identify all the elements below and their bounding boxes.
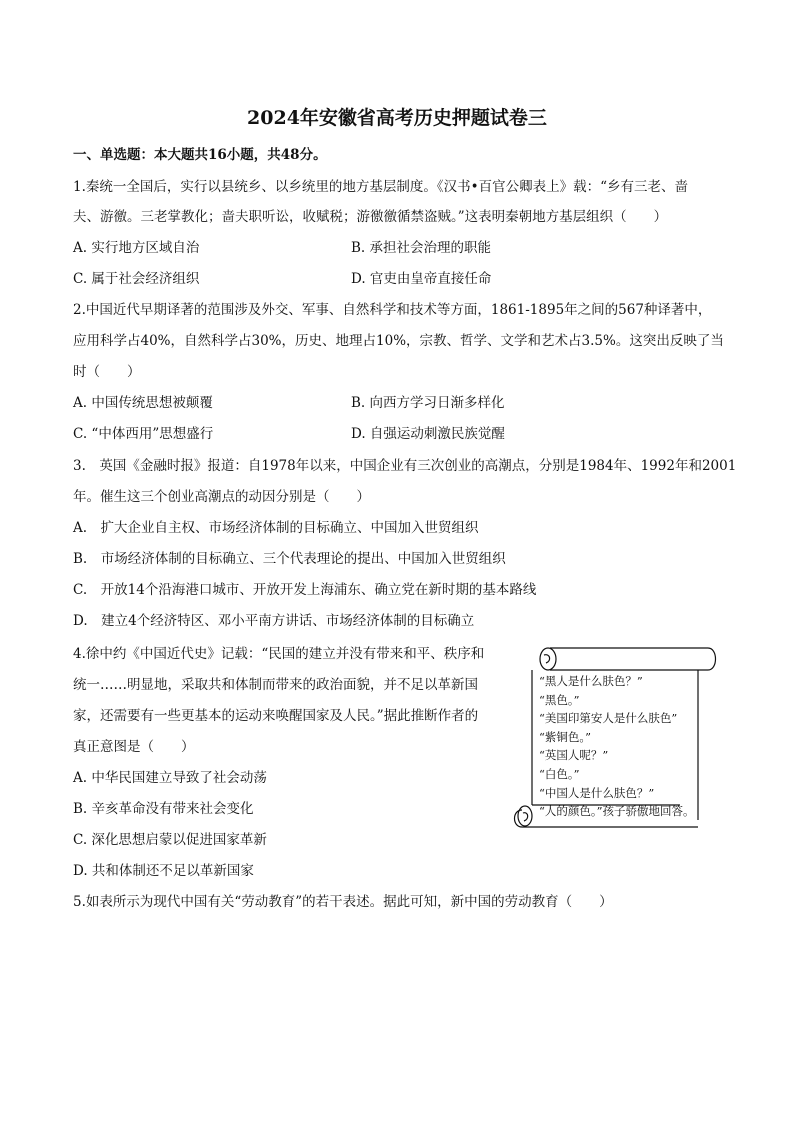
dialogue-line: “美国印第安人是什么肤色”	[539, 711, 678, 726]
question-text-line: 家，还需要有一些更基本的运动来唤醒国家及人民。”据此推断作者的	[73, 708, 479, 724]
question-text-line: 4.徐中约《中国近代史》记载：“民国的建立并没有带来和平、秩序和	[73, 646, 485, 662]
option-c: C. 开放14个沿海港口城市、开放开发上海浦东、确立党在新时期的基本路线	[73, 582, 537, 598]
dialogue-line: “人的颜色。”孩子骄傲地回答。	[539, 804, 695, 819]
dialogue-line: “紫铜色。”	[539, 729, 592, 744]
question-text-line: 2.中国近代早期译著的范围涉及外交、军事、自然科学和技术等方面，1861-1895年之间的567种译著中，	[73, 302, 712, 318]
question-text-line: 时（ ）	[73, 364, 141, 380]
option-b: B. 向西方学习日渐多样化	[351, 395, 505, 411]
question-text-line: 1.秦统一全国后，实行以县统乡、以乡统里的地方基层制度。《汉书•百官公卿表上》载：“乡有三老、啬	[73, 179, 688, 195]
question-text-line: 应用科学占40%，自然科学占30%，历史、地理占10%，宗教、哲学、文学和艺术占3.5%。这突出反映了当	[73, 333, 724, 349]
question-text-line: 3. 英国《金融时报》报道：自1978年以来，中国企业有三次创业的高潮点，分别是1984年、1992年和2001	[73, 458, 737, 474]
option-d: D. 官吏由皇帝直接任命	[351, 271, 492, 287]
dialogue-line: “白色。”	[539, 766, 580, 781]
question-text-line: 年。催生这三个创业高潮点的动因分别是（ ）	[73, 489, 370, 505]
option-a: A. 中国传统思想被颠覆	[73, 395, 213, 411]
question-text-line: 5.如表所示为现代中国有关“劳动教育”的若干表述。据此可知，新中国的劳动教育（ ）	[73, 894, 613, 910]
section-heading: 一、单选题：本大题共16小题，共48分。	[73, 147, 327, 163]
option-a: A. 扩大企业自主权、市场经济体制的目标确立、中国加入世贸组织	[73, 520, 479, 536]
question-text-line: 夫、游徼。三老掌教化；啬夫职听讼，收赋税；游徼徼循禁盗贼。”这表明秦朝地方基层组织（ ）	[73, 209, 668, 225]
option-a: A. 实行地方区域自治	[73, 240, 200, 256]
dialogue-line: “黑色。”	[539, 692, 580, 707]
option-b: B. 辛亥革命没有带来社会变化	[73, 801, 254, 817]
option-d: D. 建立4个经济特区、邓小平南方讲话、市场经济体制的目标确立	[73, 613, 475, 629]
option-b: B. 市场经济体制的目标确立、三个代表理论的提出、中国加入世贸组织	[73, 551, 506, 567]
dialogue-line: “黑人是什么肤色？”	[539, 674, 643, 688]
option-d: D. 共和体制还不足以革新国家	[73, 863, 254, 879]
dialogue-line: “英国人呢？”	[539, 748, 609, 763]
option-a: A. 中华民国建立导致了社会动荡	[73, 770, 267, 786]
exam-title: 2024年安徽省高考历史押题试卷三	[247, 107, 547, 129]
option-c: C. “中体西用”思想盛行	[73, 426, 214, 442]
option-d: D. 自强运动刺激民族觉醒	[351, 426, 505, 442]
scroll-dialogue	[539, 672, 695, 821]
question-text-line: 真正意图是（ ）	[73, 739, 195, 755]
dialogue-line: “中国人是什么肤色？”	[539, 785, 655, 800]
option-c: C. 属于社会经济组织	[73, 271, 200, 287]
option-b: B. 承担社会治理的职能	[351, 240, 492, 256]
option-c: C. 深化思想启蒙以促进国家革新	[73, 832, 267, 848]
question-text-line: 统一……明显地，采取共和体制而带来的政治面貌，并不足以革新国	[73, 677, 478, 693]
